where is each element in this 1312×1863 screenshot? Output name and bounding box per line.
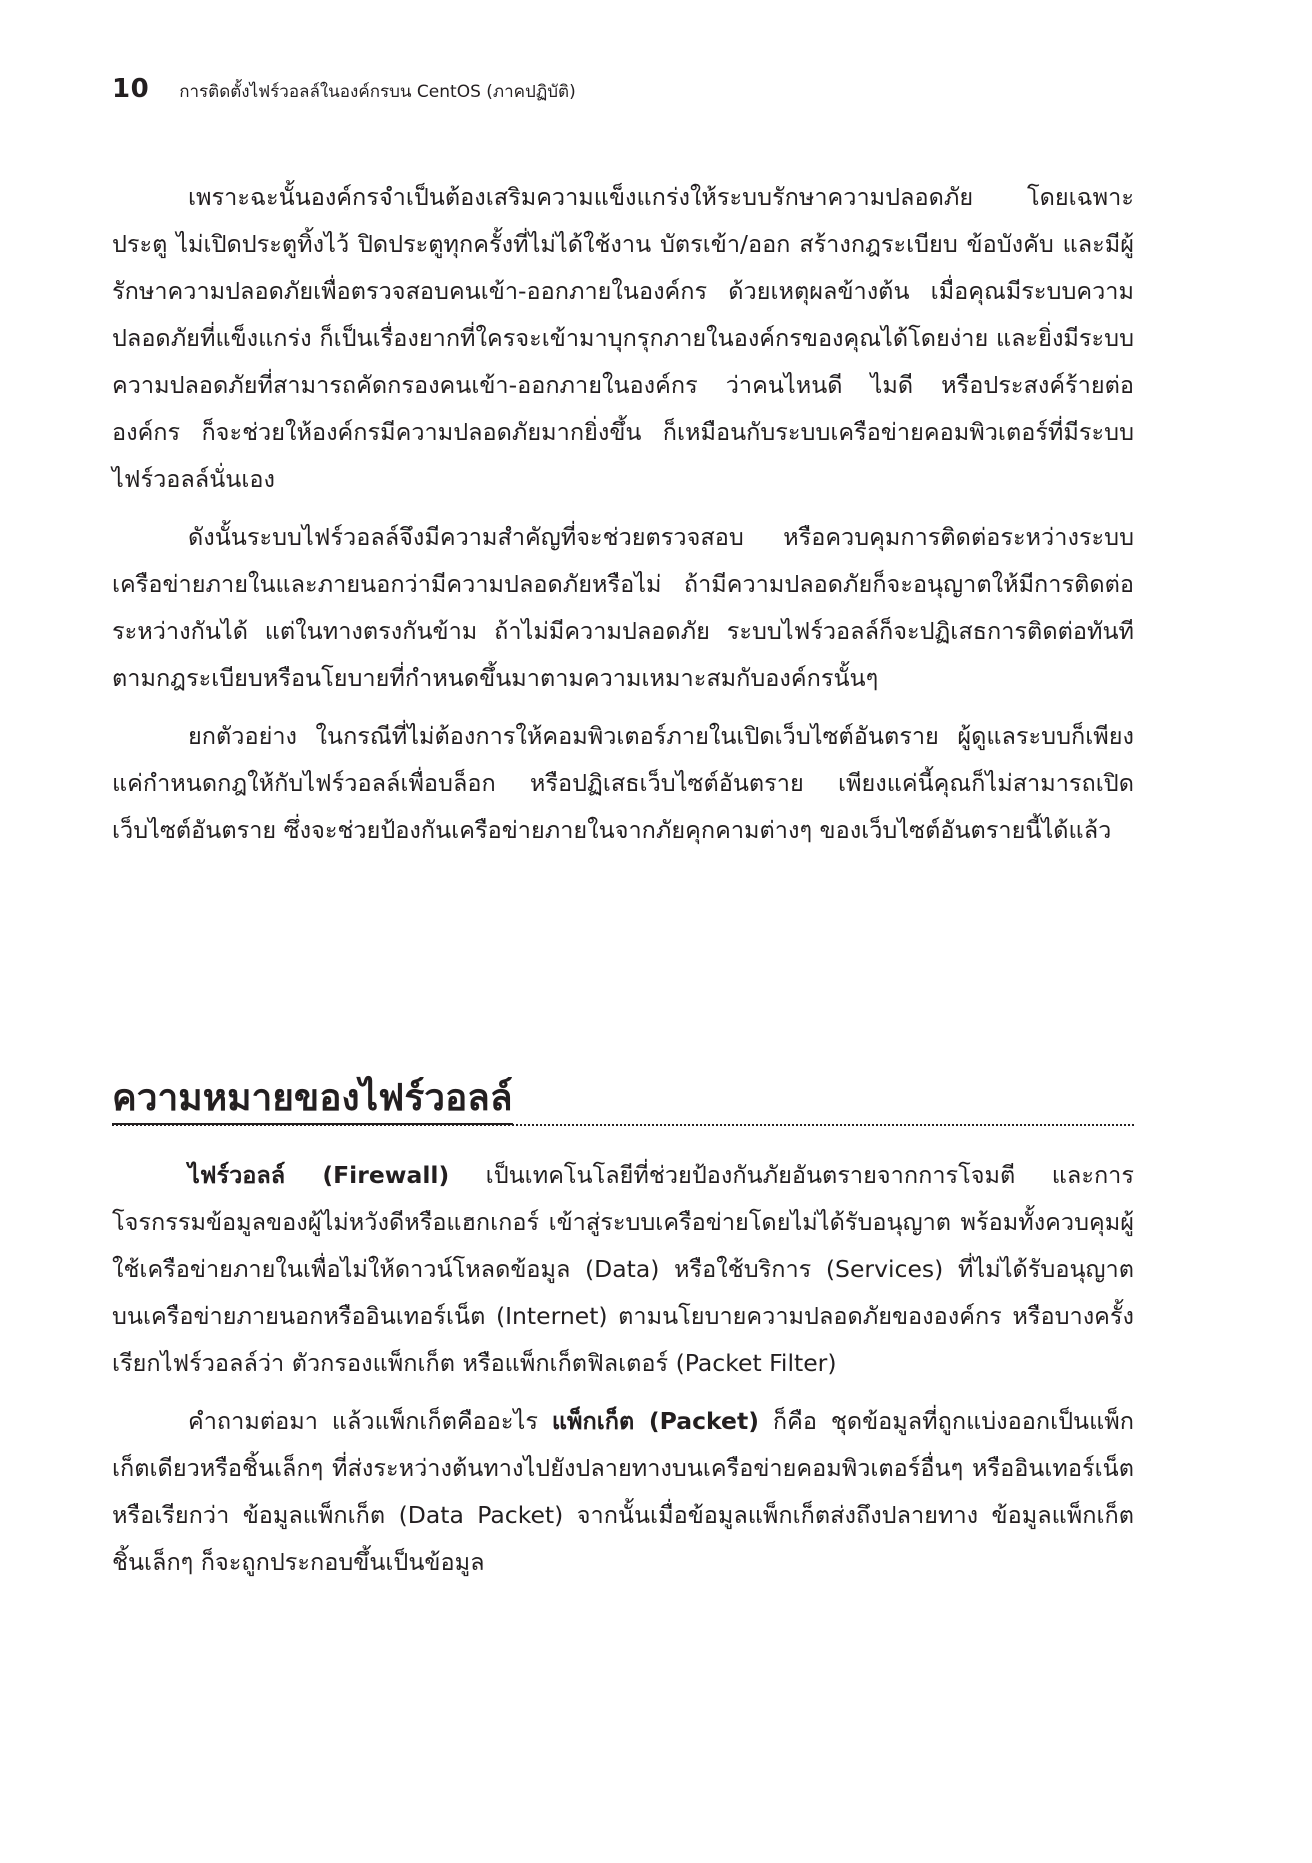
running-title: การติดตั้งไฟร์วอลล์ในองค์กรบน CentOS (ภาคปฏิบัติ) xyxy=(179,82,576,102)
packet-definition-text: ก็คือ ชุดข้อมูลที่ถูกแบ่งออกเป็นแพ็กเก็ตเดียวหรือชิ้นเล็กๆ ที่ส่งระหว่างต้นทางไปยังปลายทางบนเครือข่ายคอมพิวเตอร์อื่นๆ หรืออินเทอร์เน็ต หรือเรียกว่า ข้อมูลแพ็กเก็ต (Data Packet) จากนั้นเมื่อข้อมูลแพ็กเก็ตส่งถึงปลายทาง ข้อมูลแพ็กเก็ตชิ้นเล็กๆ ก็จะถูกประกอบขึ้นเป็นข้อมูล xyxy=(112,1407,1134,1576)
term-packet: แพ็กเก็ต (Packet) xyxy=(551,1407,759,1435)
page-number: 10 xyxy=(112,74,150,104)
running-header xyxy=(112,74,576,110)
section-heading: ความหมายของไฟร์วอลล์ xyxy=(112,1075,513,1125)
packet-question-text: คำถามต่อมา แล้วแพ็กเก็ตคืออะไร xyxy=(188,1407,552,1435)
section-heading-rule xyxy=(112,1068,1134,1126)
paragraph-organization-security: เพราะฉะนั้นองค์กรจำเป็นต้องเสริมความแข็งแกร่งให้ระบบรักษาความปลอดภัย โดยเฉพาะประตู ไม่เปิดประตูทิ้งไว้ ปิดประตูทุกครั้งที่ไม่ได้ใช้งาน บัตรเข้า/ออก สร้างกฎระเบียบ ข้อบังคับ และมีผู้รักษาความปลอดภัยเพื่อตรวจสอบคนเข้า-ออกภายในองค์กร ด้วยเหตุผลข้างต้น เมื่อคุณมีระบบความปลอดภัยที่แข็งแกร่ง ก็เป็นเรื่องยากที่ใครจะเข้ามาบุกรุกภายในองค์กรของคุณได้โดยง่าย และยิ่งมีระบบความปลอดภัยที่สามารถคัดกรองคนเข้า-ออกภายในองค์กร ว่าคนไหนดี ไมดี หรือประสงค์ร้ายต่อองค์กร ก็จะช่วยให้องค์กรมีความปลอดภัยมากยิ่งขึ้น ก็เหมือนกับระบบเครือข่ายคอมพิวเตอร์ที่มีระบบไฟร์วอลล์นั่นเอง xyxy=(112,183,1134,493)
definition-text-block xyxy=(112,1152,1134,1586)
paragraph-firewall-definition xyxy=(112,1152,1134,1387)
intro-text-block xyxy=(112,174,1134,854)
paragraph-firewall-importance: ดังนั้นระบบไฟร์วอลล์จึงมีความสำคัญที่จะช่วยตรวจสอบ หรือควบคุมการติดต่อระหว่างระบบเครือข่ายภายในและภายนอกว่ามีความปลอดภัยหรือไม่ ถ้ามีความปลอดภัยก็จะอนุญาตให้มีการติดต่อระหว่างกันได้ แต่ในทางตรงกันข้าม ถ้าไม่มีความปลอดภัย ระบบไฟร์วอลล์ก็จะปฏิเสธการติดต่อทันที ตามกฎระเบียบหรือนโยบายที่กำหนดขึ้นมาตามความเหมาะสมกับองค์กรนั้นๆ xyxy=(112,523,1134,692)
term-firewall: ไฟร์วอลล์ (Firewall) xyxy=(188,1161,450,1189)
paragraph-packet-definition xyxy=(112,1398,1134,1586)
firewall-definition-text: เป็นเทคโนโลยีที่ช่วยป้องกันภัยอันตรายจากการโจมตี และการโจรกรรมข้อมูลของผู้ไม่หวังดีหรือแฮกเกอร์ เข้าสู่ระบบเครือข่ายโดยไม่ได้รับอนุญาต พร้อมทั้งควบคุมผู้ใช้เครือข่ายภายในเพื่อไม่ให้ดาวน์โหลดข้อมูล (Data) หรือใช้บริการ (Services) ที่ไม่ได้รับอนุญาตบนเครือข่ายภายนอกหรืออินเทอร์เน็ต (Internet) ตามนโยบายความปลอดภัยขององค์กร หรือบางครั้งเรียกไฟร์วอลล์ว่า ตัวกรองแพ็กเก็ต หรือแพ็กเก็ตฟิลเตอร์ (Packet Filter) xyxy=(112,1161,1134,1377)
paragraph-blocking-example: ยกตัวอย่าง ในกรณีที่ไม่ต้องการให้คอมพิวเตอร์ภายในเปิดเว็บไซต์อันตราย ผู้ดูแลระบบก็เพียงแค่กำหนดกฎให้กับไฟร์วอลล์เพื่อบล็อก หรือปฏิเสธเว็บไซต์อันตราย เพียงแค่นี้คุณก็ไม่สามารถเปิดเว็บไซต์อันตราย ซึ่งจะช่วยป้องกันเครือข่ายภายในจากภัยคุกคามต่างๆ ของเว็บไซต์อันตรายนี้ได้แล้ว xyxy=(112,722,1134,844)
